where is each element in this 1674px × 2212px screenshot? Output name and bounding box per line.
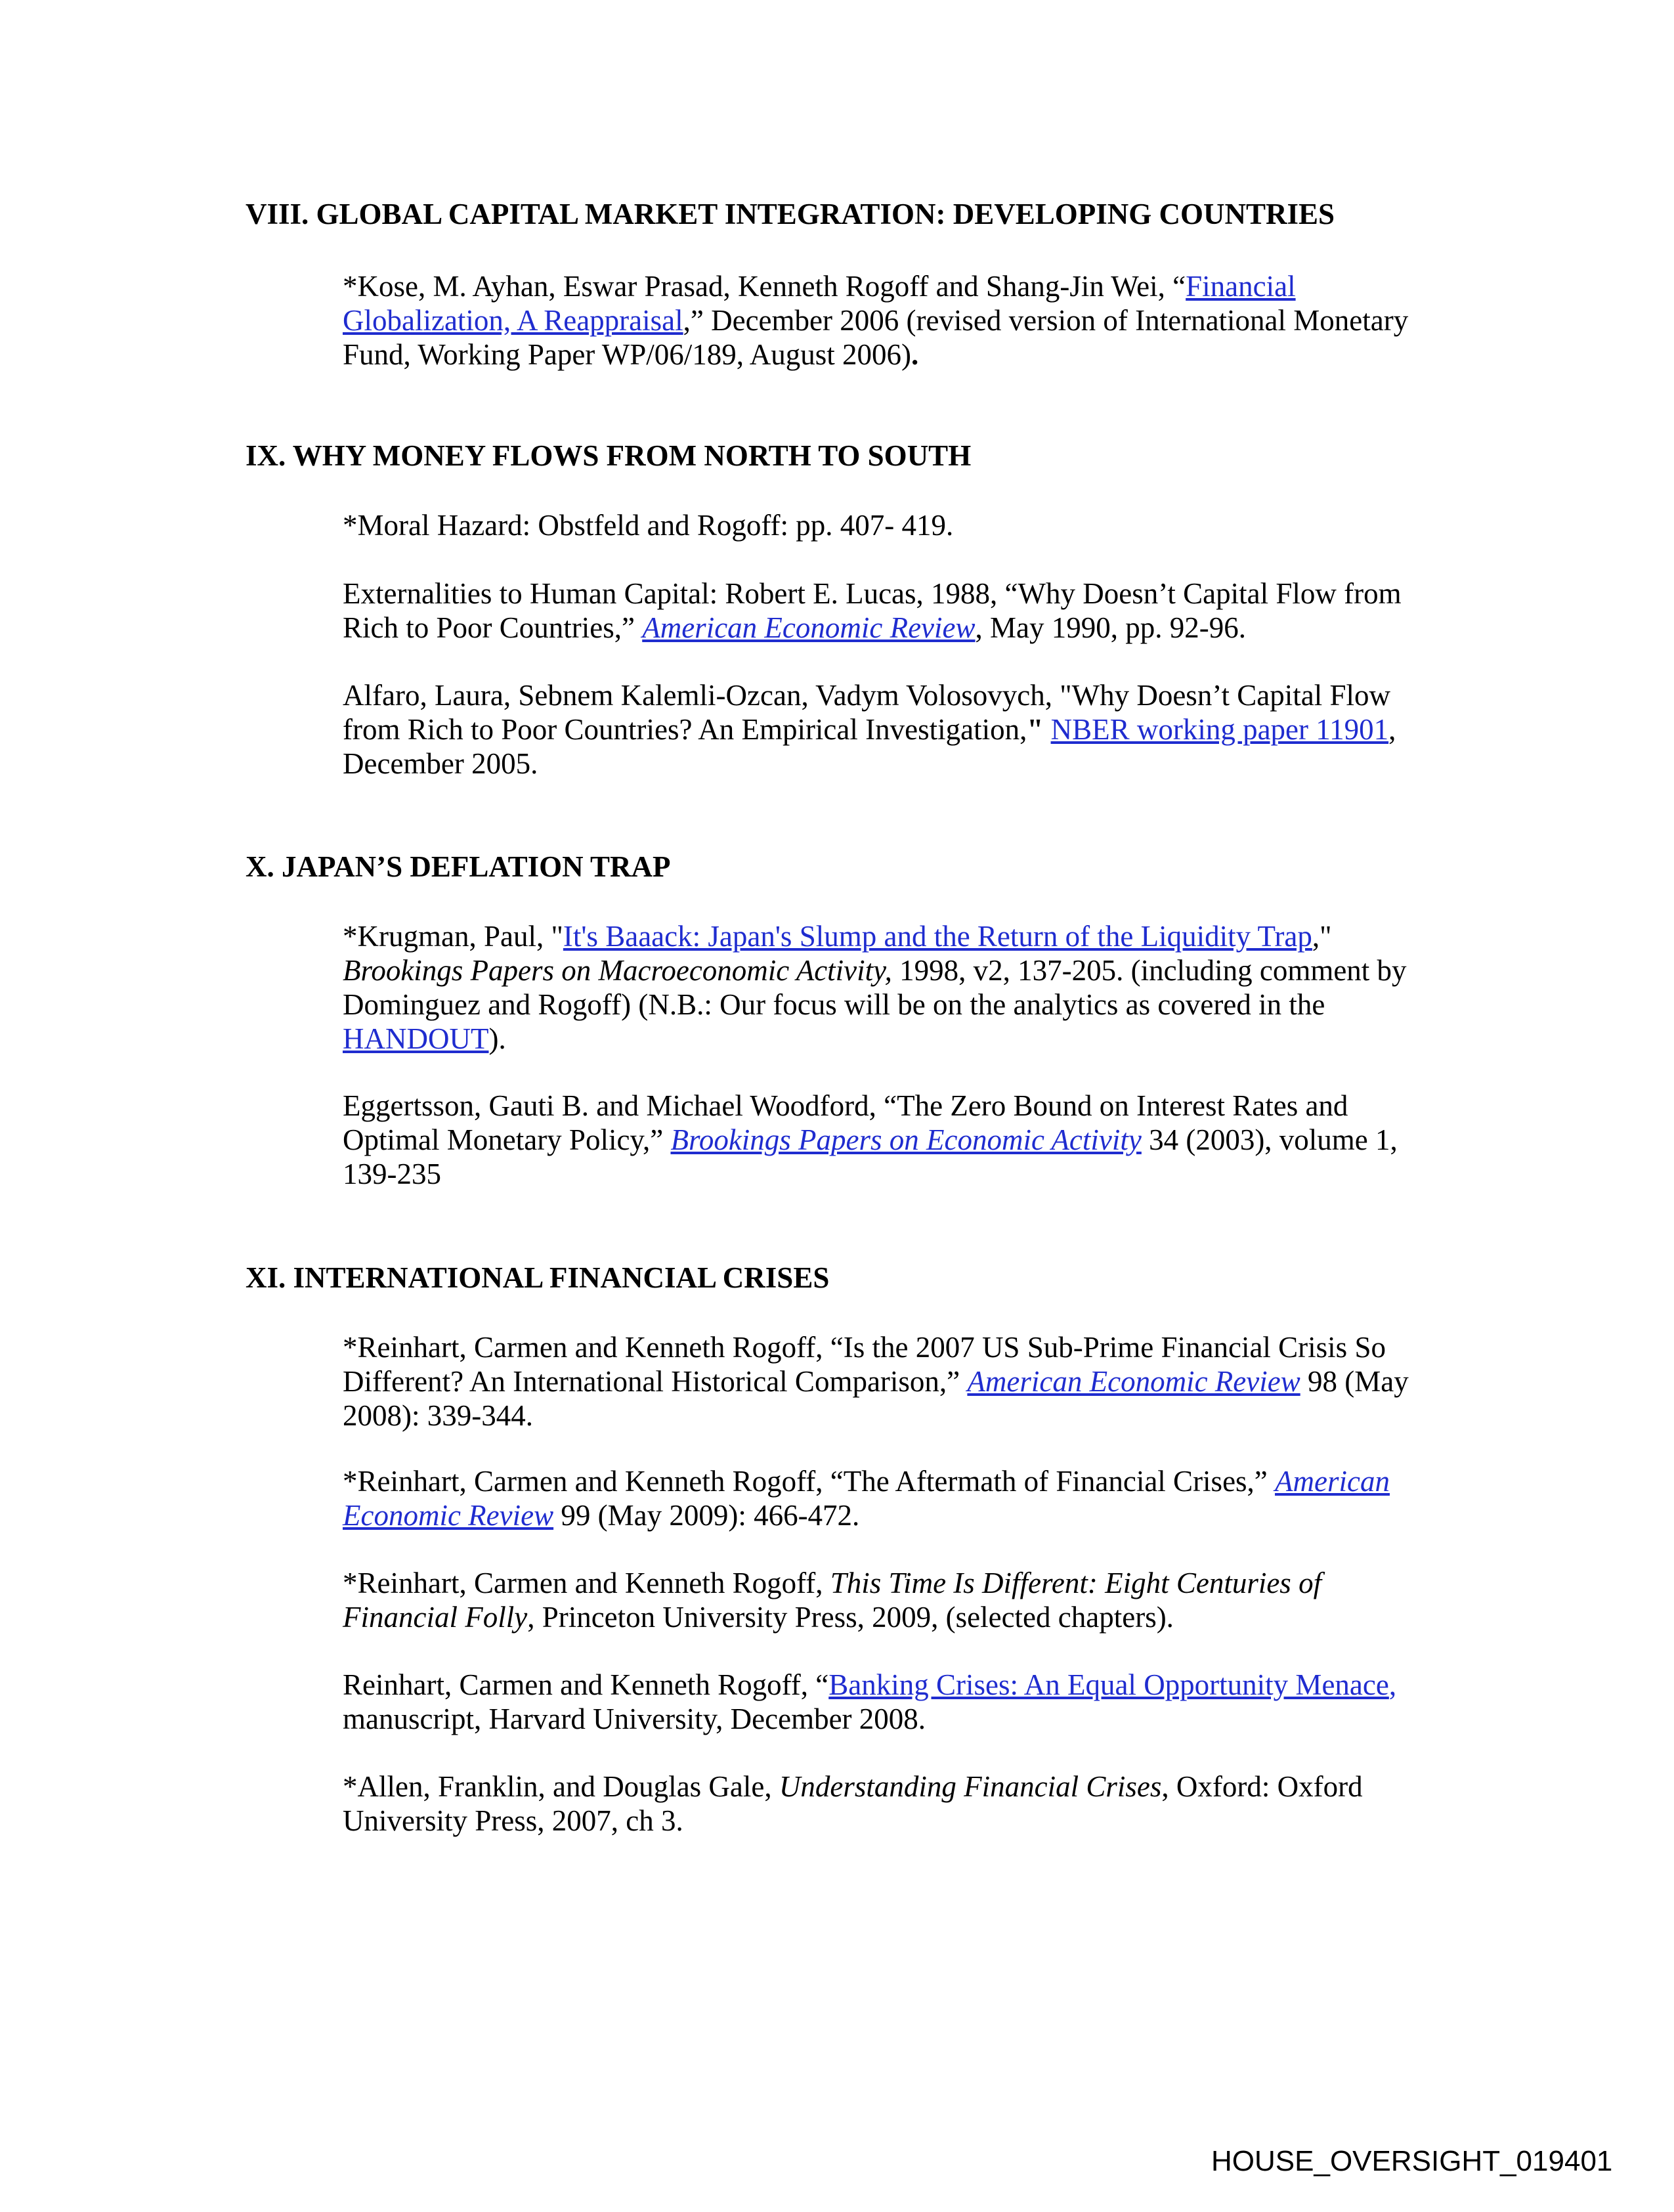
citation-text: ).: [488, 1022, 506, 1055]
journal-title: Brookings Papers on Macroeconomic Activity,: [343, 954, 892, 987]
section-xi: [246, 1261, 1467, 1837]
citation-text: , Oxford: Oxford University Press, 2007, ch 3.: [343, 1770, 1363, 1837]
section-x: [246, 850, 1467, 1190]
citation-text: *Moral Hazard: Obstfeld and Rogoff: pp. 407- 419.: [343, 509, 954, 542]
journal-link[interactable]: Brookings Papers on Economic Activity: [670, 1123, 1142, 1156]
reference-entry: [343, 919, 1419, 1056]
section-ix: [246, 439, 1467, 780]
reference-link[interactable]: Banking Crises: An Equal Opportunity Menace: [828, 1668, 1389, 1701]
citation-text: *Kose, M. Ayhan, Eswar Prasad, Kenneth Rogoff and Shang-Jin Wei, “: [343, 270, 1186, 303]
reference-entry: [343, 1330, 1419, 1433]
handout-link[interactable]: HANDOUT: [343, 1022, 489, 1055]
citation-text: manuscript, Harvard University, December 2008.: [343, 1702, 926, 1735]
reference-entry: [343, 1566, 1419, 1634]
citation-text: *Reinhart, Carmen and Kenneth Rogoff,: [343, 1567, 830, 1599]
citation-text: 34 (2003), volume 1, 139-235: [343, 1123, 1398, 1190]
citation-text: , May 1990, pp. 92-96.: [975, 611, 1247, 644]
journal-link[interactable]: American Economic Review: [642, 611, 976, 644]
reference-entry: [343, 576, 1419, 645]
section-heading: IX. WHY MONEY FLOWS FROM NORTH TO SOUTH: [246, 439, 972, 472]
citation-text: .: [911, 338, 919, 371]
citation-text: Reinhart, Carmen and Kenneth Rogoff, “: [343, 1668, 829, 1701]
citation-text: *Reinhart, Carmen and Kenneth Rogoff, “Is the 2007 US Sub-Prime Financial Crisis So Different? An International Historical Comparison,”: [343, 1331, 1386, 1398]
reference-link[interactable]: NBER working paper 11901: [1050, 713, 1389, 746]
reference-entry: [343, 508, 1419, 542]
bates-stamp: HOUSE_OVERSIGHT_019401: [1211, 2145, 1613, 2177]
section-viii: [246, 197, 1467, 371]
citation-text: 99 (May 2009): 466-472.: [553, 1499, 860, 1532]
citation-text: , Princeton University Press, 2009, (selected chapters).: [527, 1601, 1174, 1634]
book-title: This Time Is Different: Eight Centuries of Financial Folly: [343, 1567, 1322, 1634]
reference-entry: [343, 1769, 1419, 1838]
journal-link[interactable]: American Economic Review: [343, 1465, 1390, 1532]
citation-text: *Krugman, Paul, ": [343, 920, 563, 953]
citation-text: 98 (May 2008): 339-344.: [343, 1365, 1409, 1432]
reference-entry: [343, 1089, 1419, 1191]
citation-text: ,: [1388, 1668, 1397, 1701]
reference-entry: [343, 678, 1419, 781]
citation-text: , December 2005.: [343, 713, 1396, 780]
section-heading: XI. INTERNATIONAL FINANCIAL CRISES: [246, 1261, 830, 1294]
section-heading: VIII. GLOBAL CAPITAL MARKET INTEGRATION: DEVELOPING COUNTRIES: [246, 198, 1335, 230]
citation-text: Eggertsson, Gauti B. and Michael Woodford, “The Zero Bound on Interest Rates and Optimal Monetary Policy,”: [343, 1089, 1348, 1156]
reference-entry: [343, 1668, 1419, 1736]
journal-link[interactable]: American Economic Review: [967, 1365, 1300, 1398]
citation-text: ": [1027, 713, 1044, 746]
reference-entry: [343, 1464, 1419, 1532]
reference-link[interactable]: Financial Globalization, A Reappraisal: [343, 270, 1296, 337]
citation-text: Externalities to Human Capital: Robert E. Lucas, 1988, “Why Doesn’t Capital Flow from Rich to Poor Countries,”: [343, 577, 1402, 644]
citation-text: *Allen, Franklin, and Douglas Gale,: [343, 1770, 779, 1803]
reference-link[interactable]: It's Baaack: Japan's Slump and the Return of the Liquidity Trap: [563, 920, 1312, 953]
section-heading: X. JAPAN’S DEFLATION TRAP: [246, 850, 671, 883]
citation-text: ,": [1312, 920, 1332, 953]
book-title: Understanding Financial Crises: [779, 1770, 1162, 1803]
citation-text: Alfaro, Laura, Sebnem Kalemli-Ozcan, Vadym Volosovych, "Why Doesn’t Capital Flow from Rich to Poor Countries? An Empirical Investigation,: [343, 679, 1390, 746]
citation-text: 1998, v2, 137-205. (including comment by Dominguez and Rogoff) (N.B.: Our focus will be on the analytics as covered in the: [343, 954, 1407, 1021]
citation-text: ,” December 2006 (revised version of International Monetary Fund, Working Paper WP/06/189, August 2006): [343, 304, 1409, 371]
reference-entry: [343, 269, 1419, 372]
citation-text: *Reinhart, Carmen and Kenneth Rogoff, “The Aftermath of Financial Crises,”: [343, 1465, 1276, 1498]
